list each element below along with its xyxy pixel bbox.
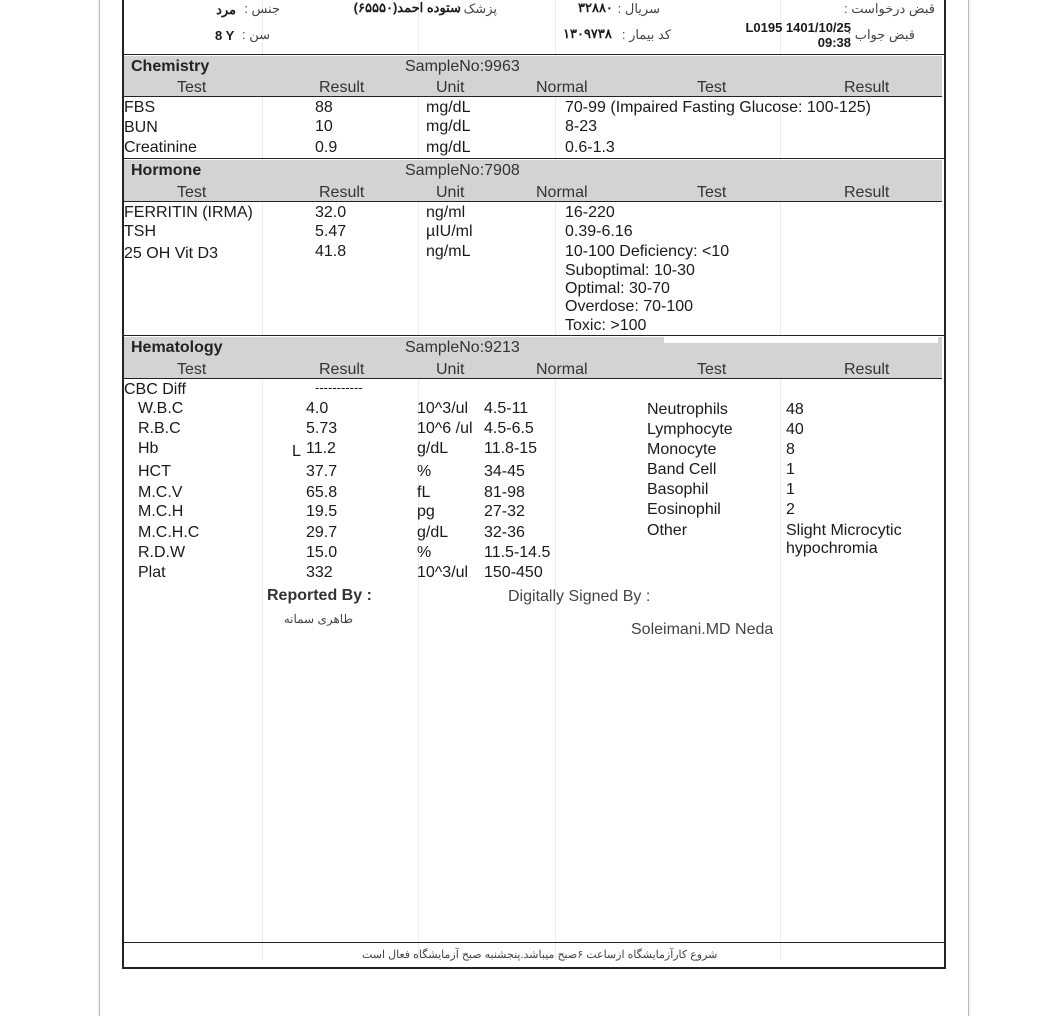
hematology-column-header	[124, 360, 942, 379]
test-result: 32.0	[315, 204, 347, 221]
test-unit: mg/dL	[426, 139, 471, 156]
serial-label: سریال :	[617, 1, 660, 16]
col-test-2: Test	[697, 79, 727, 96]
test-name: M.C.H.C	[138, 524, 200, 541]
test-unit: pg	[417, 503, 435, 520]
diff-name: Band Cell	[647, 461, 717, 478]
diff-result: 1	[786, 461, 795, 478]
test-name: Plat	[138, 564, 166, 581]
diff-result: 8	[786, 441, 795, 458]
test-unit: ng/mL	[426, 243, 471, 260]
test-normal-range: 81-98	[484, 484, 525, 501]
test-normal-range: 150-450	[484, 564, 543, 581]
test-result: 11.2	[306, 440, 336, 457]
diff-result-line2: hypochromia	[786, 540, 878, 557]
col-test-2: Test	[697, 361, 727, 378]
col-result-2: Result	[844, 184, 890, 201]
col-normal: Normal	[536, 184, 588, 201]
patient-code-label: کد بیمار :	[621, 27, 671, 42]
age-label: سن :	[241, 27, 270, 42]
gender-value: مرد	[216, 2, 236, 17]
test-normal-range: 27-32	[484, 503, 525, 520]
test-normal-range: 11.5-14.5	[484, 544, 551, 561]
age-value: 8 Y	[215, 28, 235, 43]
test-result: 5.47	[315, 223, 347, 240]
test-normal-range: 0.39-6.16	[565, 223, 633, 240]
test-normal-range: 4.5-11	[484, 400, 529, 417]
test-name: Hb	[138, 440, 159, 457]
test-unit: %	[417, 544, 432, 561]
hematology-title: Hematology	[131, 339, 223, 356]
diff-name: Monocyte	[647, 441, 717, 458]
chemistry-column-header	[124, 78, 942, 97]
chemistry-section-band	[124, 56, 942, 78]
test-unit: 10^3/ul	[417, 564, 469, 581]
test-result: 332	[306, 564, 333, 581]
reported-by-name: طاهری سمانه	[283, 612, 353, 626]
test-unit: mg/dL	[426, 99, 471, 116]
test-result: 37.7	[306, 463, 338, 480]
test-name: BUN	[124, 119, 158, 136]
test-unit: mg/dL	[426, 118, 471, 135]
test-name: 25 OH Vit D3	[124, 245, 218, 262]
test-normal-range: 11.8-15	[484, 440, 538, 457]
col-result-2: Result	[844, 361, 890, 378]
normal-line: Overdose: 70-100	[565, 298, 694, 315]
response-id-date: L0195 1401/10/25	[745, 20, 851, 35]
test-name: FERRITIN (IRMA)	[124, 204, 253, 221]
col-unit: Unit	[436, 184, 465, 201]
blank-box	[664, 336, 938, 343]
test-unit: 10^6 /ul	[417, 420, 473, 437]
normal-line: Suboptimal: 10-30	[565, 262, 695, 279]
reported-by-label: Reported By :	[267, 587, 372, 604]
test-unit: fL	[417, 484, 431, 501]
diff-result: 1	[786, 481, 795, 498]
col-separator	[780, 0, 781, 960]
patient-code-value: ۱۳۰۹۷۳۸	[563, 26, 612, 41]
report-sheet	[122, 0, 946, 969]
diff-name: Basophil	[647, 481, 709, 498]
col-test: Test	[177, 79, 207, 96]
diff-result-line1: Slight Microcytic	[786, 522, 902, 539]
test-normal-range: 8-23	[565, 118, 598, 135]
test-result: 4.0	[306, 400, 329, 417]
test-normal-range: 0.6-1.3	[565, 139, 615, 156]
col-result-2: Result	[844, 79, 890, 96]
diff-name: Lymphocyte	[647, 421, 733, 438]
test-normal-range: 16-220	[565, 204, 615, 221]
diff-result: 40	[786, 421, 804, 438]
col-result: Result	[319, 184, 365, 201]
normal-line: 10-100 Deficiency: <10	[565, 243, 730, 260]
diff-name: Eosinophil	[647, 501, 721, 518]
col-result: Result	[319, 361, 365, 378]
diff-name: Neutrophils	[647, 401, 728, 418]
test-result: 29.7	[306, 524, 338, 541]
test-name: FBS	[124, 99, 156, 116]
test-result: 19.5	[306, 503, 338, 520]
col-test: Test	[177, 184, 207, 201]
cbc-diff-label: CBC Diff	[124, 381, 186, 398]
diff-result: 2	[786, 501, 795, 518]
test-name: Creatinine	[124, 139, 197, 156]
test-unit: 10^3/ul	[417, 400, 469, 417]
test-name: M.C.V	[138, 484, 183, 501]
diff-name: Other	[647, 522, 688, 539]
test-unit: g/dL	[417, 524, 449, 541]
response-receipt-label: قبض جواب :	[847, 27, 915, 42]
request-receipt-label: قبض درخواست :	[844, 1, 935, 16]
signed-by-name: Soleimani.MD Neda	[631, 621, 774, 638]
cbc-dashes: -----------	[315, 380, 363, 395]
response-time: 09:38	[817, 35, 851, 50]
hormone-column-header	[124, 183, 942, 202]
test-result: 41.8	[315, 243, 347, 260]
col-result: Result	[319, 79, 365, 96]
header-divider	[122, 54, 944, 55]
test-result: 15.0	[306, 544, 338, 561]
test-unit: ng/ml	[426, 204, 466, 221]
test-normal-range: 34-45	[484, 463, 525, 480]
col-unit: Unit	[436, 361, 465, 378]
col-test: Test	[177, 361, 207, 378]
lab-hours-notice: شروع کارآزمایشگاه ازساعت ۶صبح میباشد.پنجشنبه صبح آزمایشگاه فعال است	[362, 949, 718, 961]
footer-divider	[122, 942, 944, 943]
test-unit: g/dL	[417, 440, 449, 457]
doctor-value: ستوده احمد(۶۵۵۵۰)	[353, 0, 461, 15]
col-normal: Normal	[536, 361, 588, 378]
test-unit: µIU/ml	[426, 223, 473, 240]
col-test-2: Test	[697, 184, 727, 201]
hormone-title: Hormone	[131, 162, 202, 179]
test-name: R.D.W	[138, 544, 186, 561]
gender-label: جنس :	[244, 1, 280, 16]
test-name: M.C.H	[138, 503, 184, 520]
hematology-sample-no: SampleNo:9213	[405, 339, 520, 356]
chemistry-sample-no: SampleNo:9963	[405, 58, 520, 75]
test-name: TSH	[124, 223, 156, 240]
response-value	[745, 20, 851, 50]
test-normal-range: 32-36	[484, 524, 525, 541]
col-normal: Normal	[536, 79, 588, 96]
low-flag: L	[292, 443, 301, 460]
test-result: 88	[315, 99, 333, 116]
diff-result: 48	[786, 401, 804, 418]
test-result: 10	[315, 118, 333, 135]
test-result: 65.8	[306, 484, 338, 501]
col-separator	[555, 0, 556, 960]
section-divider	[122, 158, 944, 159]
normal-line: Toxic: >100	[565, 317, 647, 334]
test-unit: %	[417, 463, 432, 480]
chemistry-title: Chemistry	[131, 58, 210, 75]
test-result: 5.73	[306, 420, 338, 437]
doctor-label: پزشک :	[456, 1, 497, 16]
signed-by-label: Digitally Signed By :	[508, 588, 651, 605]
test-name: W.B.C	[138, 400, 184, 417]
test-name: R.B.C	[138, 420, 181, 437]
normal-line: Optimal: 30-70	[565, 280, 670, 297]
test-normal-range: 4.5-6.5	[484, 420, 534, 437]
test-normal-range: 70-99 (Impaired Fasting Glucose: 100-125)	[565, 99, 871, 116]
hormone-sample-no: SampleNo:7908	[405, 162, 520, 179]
serial-value: ۳۲۸۸۰	[578, 0, 613, 15]
test-result: 0.9	[315, 139, 338, 156]
col-separator	[262, 0, 263, 960]
test-name: HCT	[138, 463, 171, 480]
hormone-section-band	[124, 160, 942, 183]
col-unit: Unit	[436, 79, 465, 96]
